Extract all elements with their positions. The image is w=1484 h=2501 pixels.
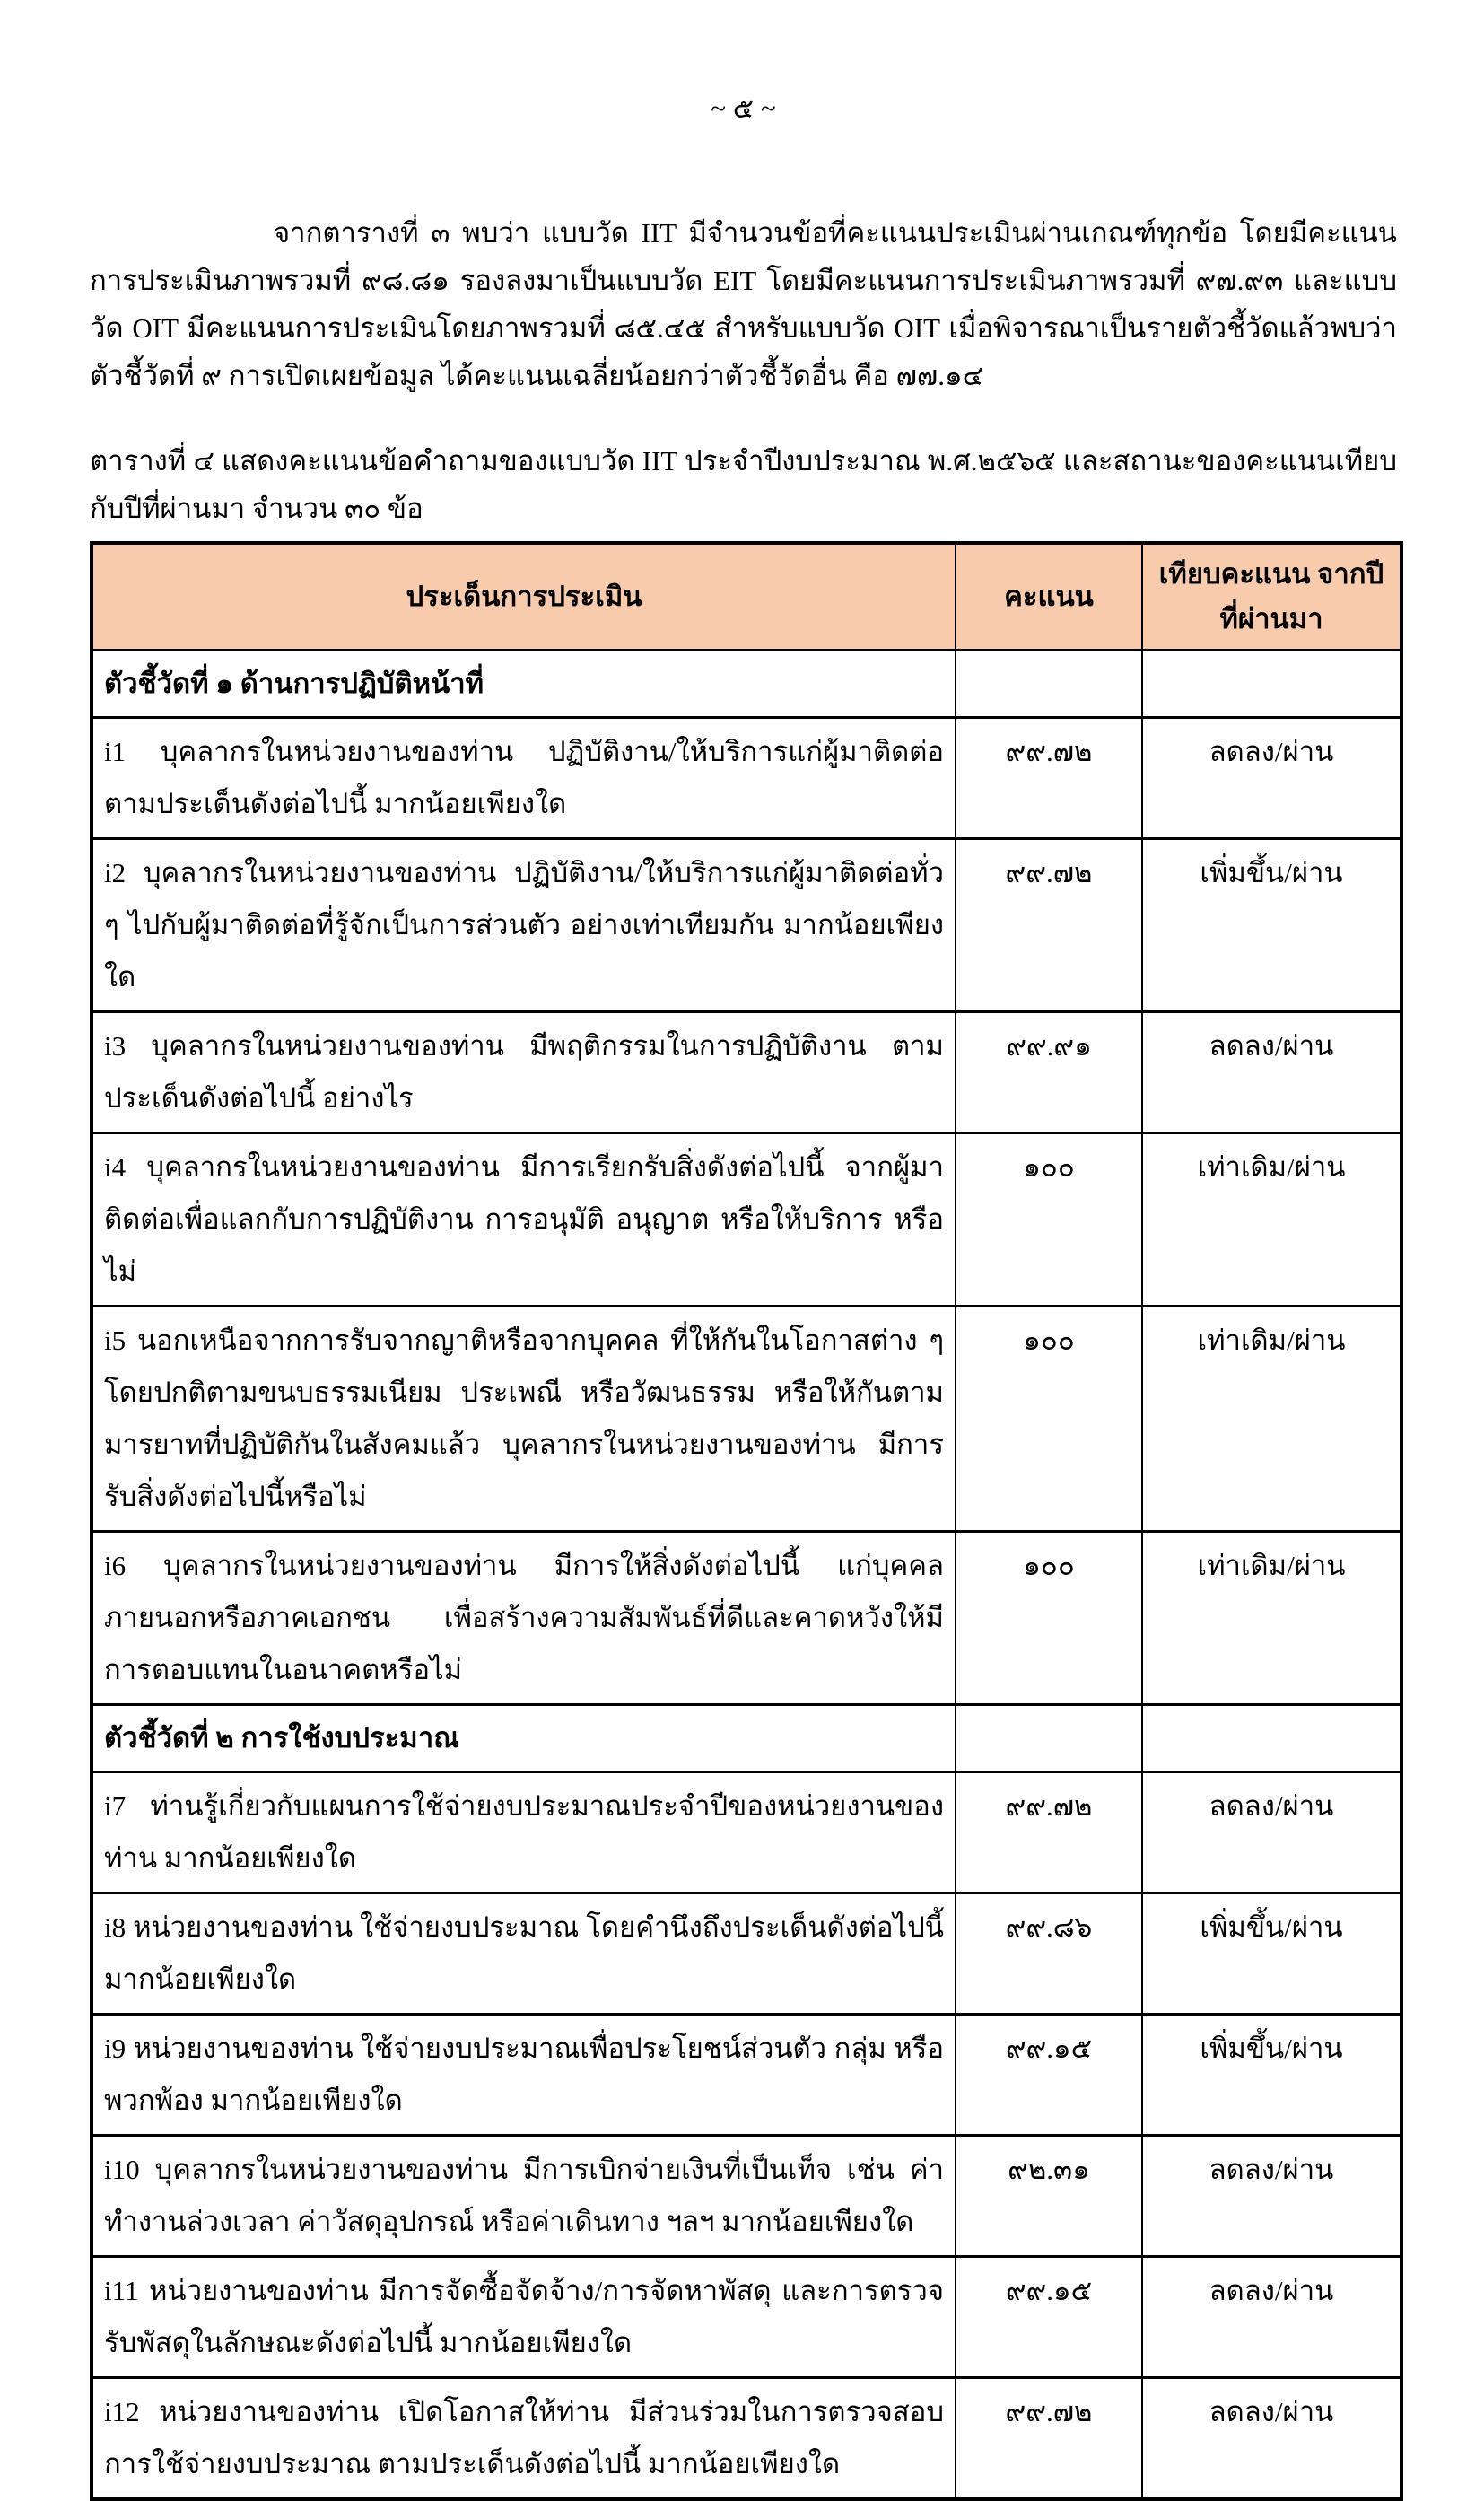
status-cell: ลดลง/ผ่าน bbox=[1142, 1772, 1401, 1893]
header-compare: เทียบคะแนน จากปีที่ผ่านมา bbox=[1142, 543, 1401, 651]
table-row-i8 bbox=[92, 1893, 1401, 2015]
score-cell: ๙๙.๗๒ bbox=[956, 1772, 1142, 1893]
score-cell: ๙๙.๑๕ bbox=[956, 2257, 1142, 2378]
status-cell bbox=[1142, 651, 1401, 718]
table-header-row bbox=[92, 543, 1401, 651]
status-cell: เท่าเดิม/ผ่าน bbox=[1142, 1532, 1401, 1705]
section-row-indicator-2 bbox=[92, 1705, 1401, 1772]
status-cell: ลดลง/ผ่าน bbox=[1142, 2378, 1401, 2500]
page-number: ~ ๕ ~ bbox=[711, 92, 776, 124]
score-cell: ๑๐๐ bbox=[956, 1532, 1142, 1705]
table-row-i9 bbox=[92, 2015, 1401, 2136]
question-cell: i8 หน่วยงานของท่าน ใช้จ่ายงบประมาณ โดยคำนึงถึงประเด็นดังต่อไปนี้ มากน้อยเพียงใด bbox=[92, 1893, 956, 2015]
table-row-i2 bbox=[92, 839, 1401, 1012]
status-cell: ลดลง/ผ่าน bbox=[1142, 2136, 1401, 2257]
table-row-i6 bbox=[92, 1532, 1401, 1705]
table-row-i4 bbox=[92, 1133, 1401, 1307]
question-cell: i6 บุคลากรในหน่วยงานของท่าน มีการให้สิ่งดังต่อไปนี้ แก่บุคคลภายนอกหรือภาคเอกชน เพื่อสร้างความสัมพันธ์ที่ดีและคาดหวังให้มีการตอบแทนในอนาคตหรือไม่ bbox=[92, 1532, 956, 1705]
table-row-i11 bbox=[92, 2257, 1401, 2378]
status-cell: เท่าเดิม/ผ่าน bbox=[1142, 1133, 1401, 1307]
status-cell: เท่าเดิม/ผ่าน bbox=[1142, 1307, 1401, 1532]
table-row-i1 bbox=[92, 718, 1401, 839]
score-cell bbox=[956, 651, 1142, 718]
score-cell: ๙๒.๓๑ bbox=[956, 2136, 1142, 2257]
iit-score-table bbox=[90, 541, 1403, 2501]
status-cell bbox=[1142, 1705, 1401, 1772]
status-cell: ลดลง/ผ่าน bbox=[1142, 2257, 1401, 2378]
question-cell: i2 บุคลากรในหน่วยงานของท่าน ปฏิบัติงาน/ให้บริการแก่ผู้มาติดต่อทั่ว ๆ ไปกับผู้มาติดต่อที่รู้จักเป็นการส่วนตัว อย่างเท่าเทียมกัน มากน้อยเพียงใด bbox=[92, 839, 956, 1012]
table-row-i7 bbox=[92, 1772, 1401, 1893]
question-cell: i1 บุคลากรในหน่วยงานของท่าน ปฏิบัติงาน/ให้บริการแก่ผู้มาติดต่อ ตามประเด็นดังต่อไปนี้ มากน้อยเพียงใด bbox=[92, 718, 956, 839]
header-score: คะแนน bbox=[956, 543, 1142, 651]
score-cell bbox=[956, 1705, 1142, 1772]
section-row-indicator-1 bbox=[92, 651, 1401, 718]
status-cell: เพิ่มขึ้น/ผ่าน bbox=[1142, 1893, 1401, 2015]
body-paragraph: จากตารางที่ ๓ พบว่า แบบวัด IIT มีจำนวนข้อที่คะแนนประเมินผ่านเกณฑ์ทุกข้อ โดยมีคะแนนการประเมินภาพรวมที่ ๙๘.๘๑ รองลงมาเป็นแบบวัด EIT โดยมีคะแนนการประเมินภาพรวมที่ ๙๗.๙๓ และแบบวัด OIT มีคะแนนการประเมินโดยภาพรวมที่ ๘๕.๔๕ สำหรับแบบวัด OIT เมื่อพิจารณาเป็นรายตัวชี้วัดแล้วพบว่า ตัวชี้วัดที่ ๙ การเปิดเผยข้อมูล ได้คะแนนเฉลี่ยน้อยกว่าตัวชี้วัดอื่น คือ ๗๗.๑๔ bbox=[90, 217, 1397, 391]
status-cell: เพิ่มขึ้น/ผ่าน bbox=[1142, 2015, 1401, 2136]
score-cell: ๙๙.๗๒ bbox=[956, 839, 1142, 1012]
status-cell: ลดลง/ผ่าน bbox=[1142, 718, 1401, 839]
status-cell: เพิ่มขึ้น/ผ่าน bbox=[1142, 839, 1401, 1012]
table-row-i12 bbox=[92, 2378, 1401, 2500]
header-topic: ประเด็นการประเมิน bbox=[92, 543, 956, 651]
score-cell: ๙๙.๗๒ bbox=[956, 2378, 1142, 2500]
section-title: ตัวชี้วัดที่ ๑ ด้านการปฏิบัติหน้าที่ bbox=[92, 651, 956, 718]
score-cell: ๙๙.๗๒ bbox=[956, 718, 1142, 839]
section-title: ตัวชี้วัดที่ ๒ การใช้งบประมาณ bbox=[92, 1705, 956, 1772]
question-cell: i4 บุคลากรในหน่วยงานของท่าน มีการเรียกรับสิ่งดังต่อไปนี้ จากผู้มาติดต่อเพื่อแลกกับการปฏิบัติงาน การอนุมัติ อนุญาต หรือให้บริการ หรือไม่ bbox=[92, 1133, 956, 1307]
table-caption: ตารางที่ ๔ แสดงคะแนนข้อคำถามของแบบวัด IIT ประจำปีงบประมาณ พ.ศ.๒๕๖๕ และสถานะของคะแนนเทียบกับปีที่ผ่านมา จำนวน ๓๐ ข้อ bbox=[90, 445, 1397, 524]
question-cell: i10 บุคลากรในหน่วยงานของท่าน มีการเบิกจ่ายเงินที่เป็นเท็จ เช่น ค่าทำงานล่วงเวลา ค่าวัสดุอุปกรณ์ หรือค่าเดินทาง ฯลฯ มากน้อยเพียงใด bbox=[92, 2136, 956, 2257]
table-row-i3 bbox=[92, 1012, 1401, 1133]
table-row-i5 bbox=[92, 1307, 1401, 1532]
question-cell: i9 หน่วยงานของท่าน ใช้จ่ายงบประมาณเพื่อประโยชน์ส่วนตัว กลุ่ม หรือพวกพ้อง มากน้อยเพียงใด bbox=[92, 2015, 956, 2136]
table-row-i10 bbox=[92, 2136, 1401, 2257]
question-cell: i11 หน่วยงานของท่าน มีการจัดซื้อจัดจ้าง/การจัดหาพัสดุ และการตรวจรับพัสดุในลักษณะดังต่อไปนี้ มากน้อยเพียงใด bbox=[92, 2257, 956, 2378]
score-cell: ๙๙.๘๖ bbox=[956, 1893, 1142, 2015]
question-cell: i12 หน่วยงานของท่าน เปิดโอกาสให้ท่าน มีส่วนร่วมในการตรวจสอบการใช้จ่ายงบประมาณ ตามประเด็นดังต่อไปนี้ มากน้อยเพียงใด bbox=[92, 2378, 956, 2500]
score-cell: ๑๐๐ bbox=[956, 1133, 1142, 1307]
score-cell: ๙๙.๙๑ bbox=[956, 1012, 1142, 1133]
question-cell: i7 ท่านรู้เกี่ยวกับแผนการใช้จ่ายงบประมาณประจำปีของหน่วยงานของท่าน มากน้อยเพียงใด bbox=[92, 1772, 956, 1893]
status-cell: ลดลง/ผ่าน bbox=[1142, 1012, 1401, 1133]
score-cell: ๑๐๐ bbox=[956, 1307, 1142, 1532]
score-cell: ๙๙.๑๕ bbox=[956, 2015, 1142, 2136]
question-cell: i3 บุคลากรในหน่วยงานของท่าน มีพฤติกรรมในการปฏิบัติงาน ตามประเด็นดังต่อไปนี้ อย่างไร bbox=[92, 1012, 956, 1133]
question-cell: i5 นอกเหนือจากการรับจากญาติหรือจากบุคคล ที่ให้กันในโอกาสต่าง ๆ โดยปกติตามขนบธรรมเนียม ประเพณี หรือวัฒนธรรม หรือให้กันตามมารยาทที่ปฏิบัติกันในสังคมแล้ว บุคลากรในหน่วยงานของท่าน มีการรับสิ่งดังต่อไปนี้หรือไม่ bbox=[92, 1307, 956, 1532]
